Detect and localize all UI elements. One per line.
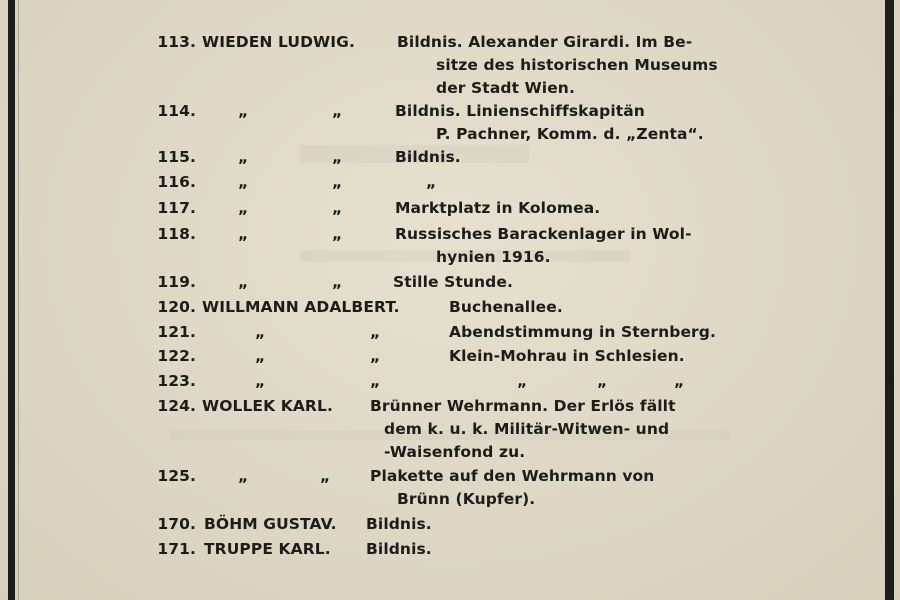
entry-description: Marktplatz in Kolomea.: [395, 199, 601, 217]
artist-name: WOLLEK KARL.: [202, 397, 333, 415]
ditto-mark: „: [238, 225, 249, 243]
ditto-mark: „: [332, 273, 343, 291]
ditto-mark: „: [332, 199, 343, 217]
entry-number: 116.: [157, 173, 196, 191]
entry-number: 125.: [157, 467, 196, 485]
ditto-mark: „: [426, 173, 437, 191]
entry-description: Brünn (Kupfer).: [397, 490, 536, 508]
entry-description: Buchenallee.: [449, 298, 563, 316]
entry-number: 121.: [157, 323, 196, 341]
entry-number: 123.: [157, 372, 196, 390]
entry-number: 122.: [157, 347, 196, 365]
entry-description: -Waisenfond zu.: [384, 443, 526, 461]
entry-description: Bildnis.: [366, 540, 432, 558]
entry-description: Bildnis.: [366, 515, 432, 533]
artist-name: WILLMANN ADALBERT.: [202, 298, 400, 316]
ditto-mark: „: [332, 173, 343, 191]
ditto-mark: „: [332, 225, 343, 243]
ditto-mark: „: [517, 372, 528, 390]
entry-number: 124.: [157, 397, 196, 415]
entry-number: 114.: [157, 102, 196, 120]
entry-description: Abendstimmung in Sternberg.: [449, 323, 716, 341]
ditto-mark: „: [255, 347, 266, 365]
entry-description: Plakette auf den Wehrmann von: [370, 467, 655, 485]
artist-name: BÖHM GUSTAV.: [204, 515, 337, 533]
entry-description: sitze des historischen Museums: [436, 56, 718, 74]
entry-number: 171.: [157, 540, 196, 558]
ditto-mark: „: [332, 148, 343, 166]
entry-number: 120.: [157, 298, 196, 316]
ditto-mark: „: [238, 199, 249, 217]
ditto-mark: „: [332, 102, 343, 120]
entry-number: 119.: [157, 273, 196, 291]
entry-description: P. Pachner, Komm. d. „Zenta“.: [436, 125, 704, 143]
ditto-mark: „: [238, 102, 249, 120]
ditto-mark: „: [370, 372, 381, 390]
artist-name: WIEDEN LUDWIG.: [202, 33, 355, 51]
entry-description: Russisches Barackenlager in Wol-: [395, 225, 692, 243]
entry-number: 117.: [157, 199, 196, 217]
ditto-mark: „: [255, 372, 266, 390]
entry-description: Bildnis.: [395, 148, 461, 166]
ditto-mark: „: [255, 323, 266, 341]
ditto-mark: „: [238, 173, 249, 191]
ditto-mark: „: [597, 372, 608, 390]
ditto-mark: „: [370, 347, 381, 365]
entry-description: hynien 1916.: [436, 248, 551, 266]
entry-number: 115.: [157, 148, 196, 166]
ditto-mark: „: [674, 372, 685, 390]
ditto-mark: „: [238, 148, 249, 166]
entry-description: der Stadt Wien.: [436, 79, 575, 97]
entry-number: 170.: [157, 515, 196, 533]
ditto-mark: „: [320, 467, 331, 485]
ditto-mark: „: [370, 323, 381, 341]
entry-description: dem k. u. k. Militär-Witwen- und: [384, 420, 670, 438]
entry-description: Stille Stunde.: [393, 273, 513, 291]
entry-description: Brünner Wehrmann. Der Erlös fällt: [370, 397, 676, 415]
entry-description: Bildnis. Linienschiffskapitän: [395, 102, 645, 120]
entry-number: 118.: [157, 225, 196, 243]
ditto-mark: „: [238, 273, 249, 291]
entry-description: Bildnis. Alexander Girardi. Im Be-: [397, 33, 693, 51]
artist-name: TRUPPE KARL.: [204, 540, 331, 558]
entry-number: 113.: [157, 33, 196, 51]
ditto-mark: „: [238, 467, 249, 485]
entry-description: Klein-Mohrau in Schlesien.: [449, 347, 685, 365]
